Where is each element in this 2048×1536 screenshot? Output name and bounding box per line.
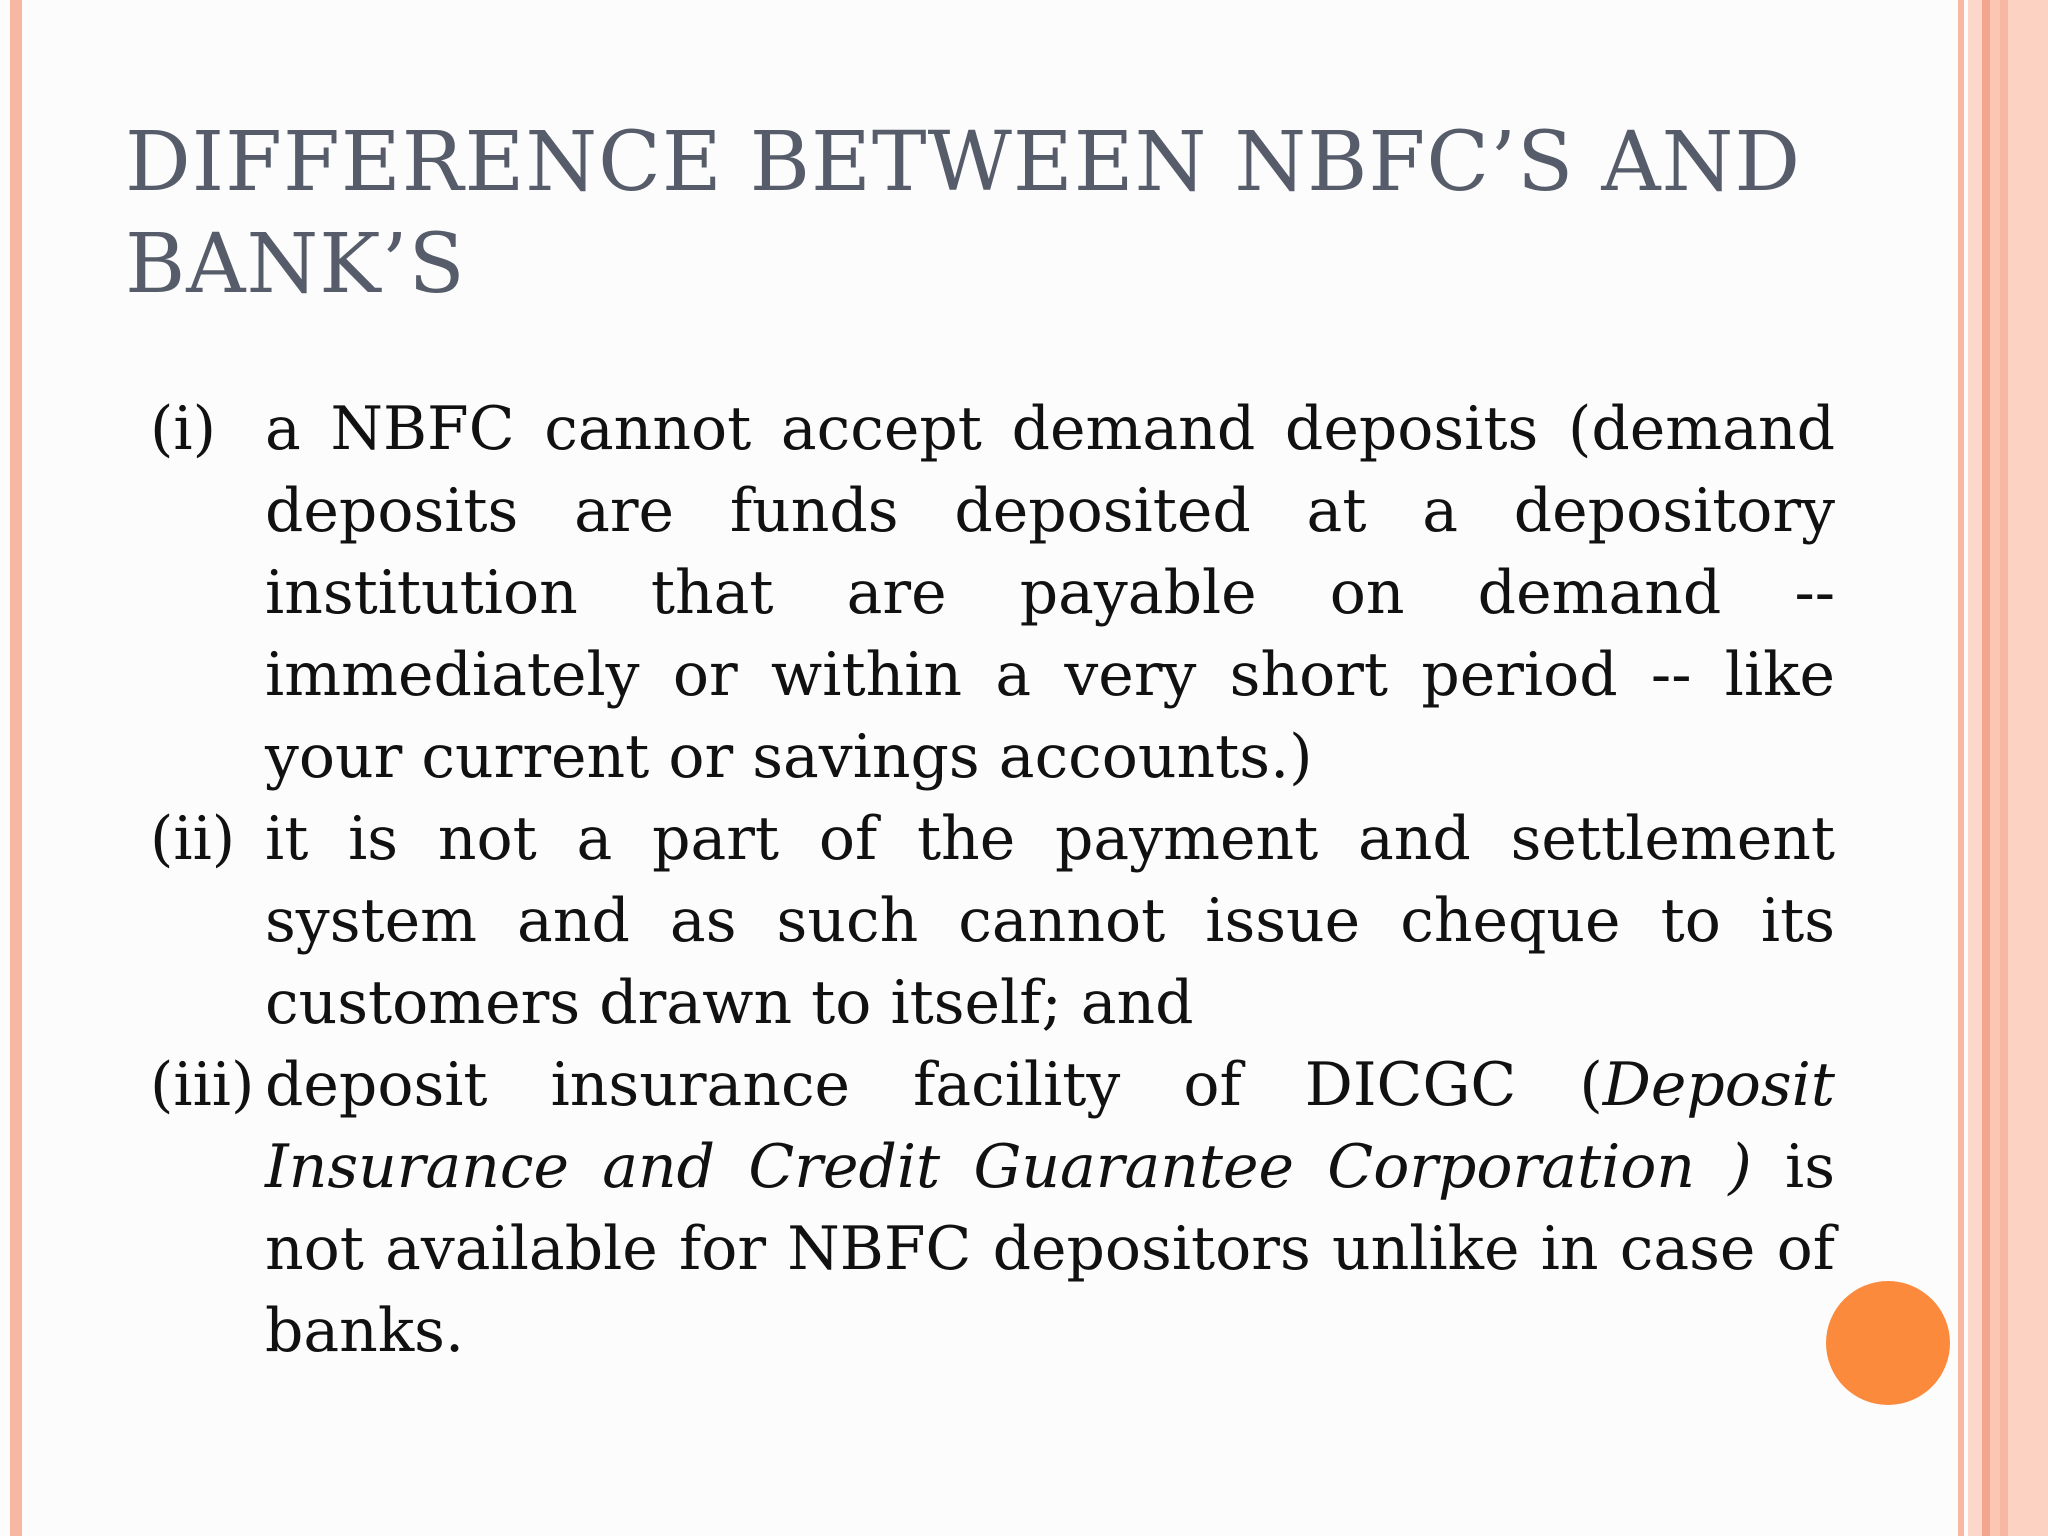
list-marker: (ii) [150, 804, 236, 874]
decorative-orange-circle [1826, 1281, 1950, 1405]
list-item-text-part: deposit insurance facility of DICGC ( [265, 1050, 1603, 1120]
right-border-stripe [1958, 0, 1964, 1536]
right-border-stripe [1982, 0, 1990, 1536]
slide-title: DIFFERENCE BETWEEN NBFC’S AND BANK’S [125, 115, 1802, 312]
list-marker: (i) [150, 394, 217, 464]
list-item-text-part: is not available for NBFC depositors unlike in case of banks. [265, 1132, 1835, 1366]
list-item [150, 388, 1835, 798]
list-item [150, 798, 1835, 1044]
list-item [150, 1044, 1835, 1372]
left-border-stripe [10, 0, 22, 1536]
list-marker: (iii) [150, 1050, 255, 1120]
right-border-stripe [1968, 0, 1982, 1536]
list-item-text: a NBFC cannot accept demand deposits (demand deposits are funds deposited at a depository institution that are payable on demand -- immediately or within a very short period -- like your current or savings accounts.) [265, 394, 1835, 792]
right-border-stripe [2000, 0, 2008, 1536]
right-border-stripe [1990, 0, 2000, 1536]
right-border-stripe [2008, 0, 2048, 1536]
list-item-text [265, 1044, 1835, 1372]
dicgc-full-name: Deposit Insurance and Credit Guarantee Corporation ) [265, 1050, 1835, 1202]
difference-list [150, 388, 1835, 1372]
list-item-text: it is not a part of the payment and settlement system and as such cannot issue cheque to its customers drawn to itself; and [265, 804, 1835, 1038]
